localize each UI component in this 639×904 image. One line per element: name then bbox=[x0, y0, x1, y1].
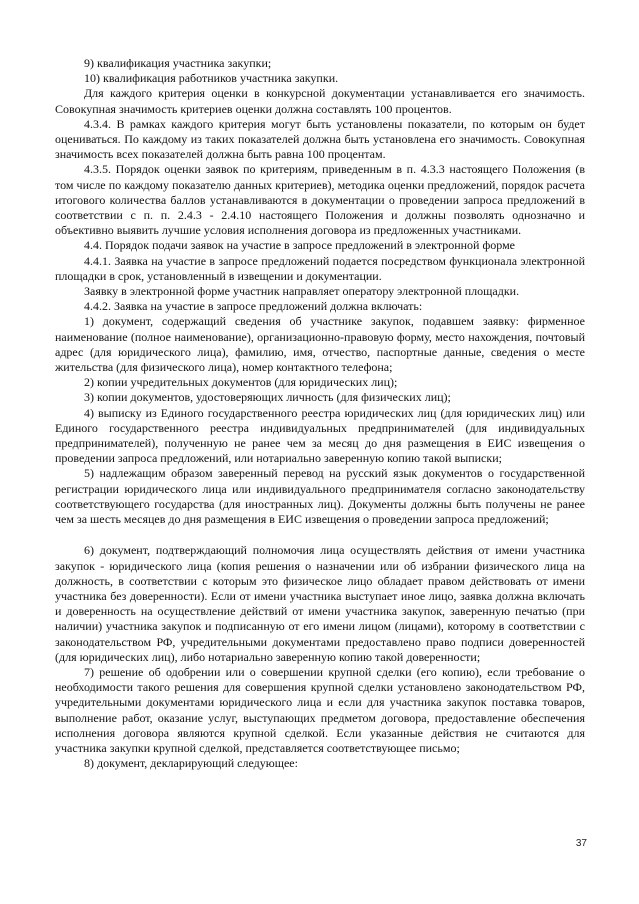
clause-4-4-2: 4.4.2. Заявка на участие в запросе предложений должна включать: bbox=[84, 299, 423, 314]
page-number: 37 bbox=[575, 838, 587, 849]
requirement-item-2: 2) копии учредительных документов (для юридических лиц); bbox=[84, 375, 398, 390]
requirement-item-4: 4) выписку из Единого государственного реестра юридических лиц (для юридических лиц) или Единого государственного реестра индивидуальных предпринимателей (для индивидуальных предпринимателей), полученную не ранее чем за месяц до дня размещения в ЕИС извещения о проведении запроса предложений, или нотариально заверенную копию такой выписки; bbox=[55, 405, 585, 466]
document-body bbox=[55, 56, 585, 771]
clause-4-4-1: 4.4.1. Заявка на участие в запросе предложений подается посредством функционала электронной площадки в срок, установленный в извещении и документации. bbox=[55, 253, 585, 283]
paragraph-submission: Заявку в электронной форме участник направляет оператору электронной площадки. bbox=[84, 284, 520, 299]
list-item-9: 9) квалификация участника закупки; bbox=[84, 56, 272, 70]
requirement-item-8: 8) документ, декларирующий следующее: bbox=[84, 756, 298, 771]
requirement-item-5: 5) надлежащим образом заверенный перевод на русский язык документов о государственной регистрации юридического лица или индивидуального предпринимателя согласно законодательству соответствующего государства (для иностранных лиц). Документы должны быть получены не ранее чем за шесть месяцев до дня размещения в ЕИС извещения о проведении запроса предложений; bbox=[55, 466, 585, 527]
section-heading-4-4: 4.4. Порядок подачи заявок на участие в запросе предложений в электронной форме bbox=[84, 238, 515, 253]
requirement-item-6: 6) документ, подтверждающий полномочия лица осуществлять действия от имени участника закупок - юридического лица (копия решения о назначении или об избрании физического лица на должность, в соответствии с которым это физическое лицо обладает правом действовать от имени участника без доверенности). Если от имени участника выступает иное лицо, заявка должна включать и доверенность на осуществление действий от имени участника закупок, заверенную печатью (при наличии) участника закупок и подписанную от его имени лицом (лицами), которому в соответствии с законодательством РФ, учредительными документами предоставлено право подписи доверенностей (для юридических лиц), либо нотариально заверенную копию такой доверенности; bbox=[55, 543, 585, 664]
list-item-10: 10) квалификация работников участника закупки. bbox=[84, 71, 339, 86]
requirement-item-1: 1) документ, содержащий сведения об участнике закупок, подавшем заявку: фирменное наименование (полное наименование), организационно-правовую форму, место нахождения, почтовый адрес (для юридического лица), фамилию, имя, отчество, паспортные данные, сведения о месте жительства (для физического лица), номер контактного телефона; bbox=[55, 314, 585, 375]
paragraph-spacer bbox=[55, 527, 585, 543]
requirement-item-3: 3) копии документов, удостоверяющих личность (для физических лиц); bbox=[84, 390, 451, 405]
clause-4-3-5: 4.3.5. Порядок оценки заявок по критериям, приведенным в п. 4.3.3 настоящего Положения (в том числе по каждому показателю данных критериев), методика оценки предложений, порядок расчета итогового количества баллов устанавливаются в документации о проведении запроса предложений в соответствии с п. п. 2.4.3 - 2.4.10 настоящего Положения и должны позволять однозначно и объективно выявить лучшие условия исполнения договора из предложенных участниками. bbox=[55, 162, 585, 238]
requirement-item-7: 7) решение об одобрении или о совершении крупной сделки (его копию), если требование о необходимости такого решения для совершения крупной сделки установлено законодательством РФ, учредительными документами юридического лица и если для участника закупок поставка товаров, выполнение работ, оказание услуг, выступающих предметом договора, предоставление обеспечения исполнения договора являются крупной сделкой. Если указанные действия не считаются для участника закупки крупной сделкой, представляется соответствующее письмо; bbox=[55, 664, 585, 755]
clause-4-3-4: 4.3.4. В рамках каждого критерия могут быть установлены показатели, по которым он будет оцениваться. По каждому из таких показателей должна быть установлена его значимость. Совокупная значимость всех показателей должна быть равна 100 процентам. bbox=[55, 116, 585, 162]
paragraph-criteria-weight: Для каждого критерия оценки в конкурсной документации устанавливается его значимость. Совокупная значимость критериев оценки должна составлять 100 процентов. bbox=[55, 86, 585, 116]
